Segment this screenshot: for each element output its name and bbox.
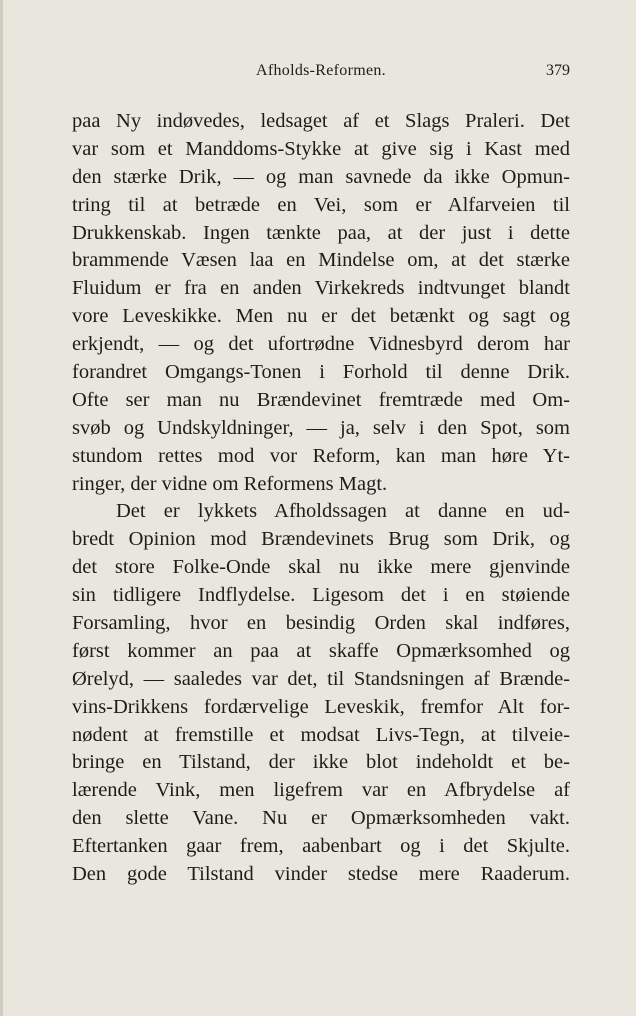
text-line: den stærke Drik, — og man savnede da ikke Opmun- bbox=[72, 165, 570, 188]
paragraph-start-line: Det er lykkets Afholdssagen at danne en ud- bbox=[116, 500, 570, 523]
text-line: Ørelyd, — saaledes var det, til Standsningen af Brænde- bbox=[72, 667, 570, 690]
text-line: stundom rettes mod vor Reform, kan man høre Yt- bbox=[72, 444, 570, 467]
page-header bbox=[72, 62, 570, 84]
running-head: Afholds-Reformen. bbox=[256, 62, 386, 79]
text-line: Forsamling, hvor en besindig Orden skal indføres, bbox=[72, 612, 570, 635]
text-line: bredt Opinion mod Brændevinets Brug som Drik, og bbox=[72, 528, 570, 551]
body-text bbox=[72, 108, 570, 889]
text-line: vins-Drikkens fordærvelige Leveskik, fremfor Alt for- bbox=[72, 695, 570, 718]
text-line: var som et Manddoms-Stykke at give sig i Kast med bbox=[72, 137, 570, 160]
page-number: 379 bbox=[546, 62, 570, 79]
text-line: paa Ny indøvedes, ledsaget af et Slags Praleri. Det bbox=[72, 110, 570, 132]
text-line: Drukkenskab. Ingen tænkte paa, at der just i dette bbox=[72, 221, 570, 244]
text-line: den slette Vane. Nu er Opmærksomheden vakt. bbox=[72, 807, 570, 830]
text-line: lærende Vink, men ligefrem var en Afbrydelse af bbox=[72, 779, 570, 802]
text-line: det store Folke-Onde skal nu ikke mere gjenvinde bbox=[72, 556, 570, 579]
text-line: bringe en Tilstand, der ikke blot indeholdt et be- bbox=[72, 751, 570, 774]
text-line: brammende Væsen laa en Mindelse om, at det stærke bbox=[72, 249, 570, 272]
text-line: tring til at betræde en Vei, som er Alfarveien til bbox=[72, 193, 570, 216]
text-line: Fluidum er fra en anden Virkekreds indtvunget blandt bbox=[72, 277, 570, 300]
text-line: sin tidligere Indflydelse. Ligesom det i en støiende bbox=[72, 584, 570, 607]
text-line: først kommer an paa at skaffe Opmærksomhed og bbox=[72, 639, 570, 662]
paragraph-end-line: ringer, der vidne om Reformens Magt. bbox=[72, 472, 388, 495]
text-line: Eftertanken gaar frem, aabenbart og i det Skjulte. bbox=[72, 835, 570, 858]
text-line: erkjendt, — og det ufortrødne Vidnesbyrd derom har bbox=[72, 333, 570, 356]
text-line: Ofte ser man nu Brændevinet fremtræde med Om- bbox=[72, 388, 570, 411]
text-line: Den gode Tilstand vinder stedse mere Raaderum. bbox=[72, 863, 570, 886]
text-line: vore Leveskikke. Men nu er det betænkt og sagt og bbox=[72, 305, 570, 328]
text-line: svøb og Undskyldninger, — ja, selv i den Spot, som bbox=[72, 416, 570, 439]
page-edge bbox=[0, 0, 3, 1016]
text-line: nødent at fremstille et modsat Livs-Tegn, at tilveie- bbox=[72, 723, 570, 746]
text-line: forandret Omgangs-Tonen i Forhold til denne Drik. bbox=[72, 361, 570, 384]
